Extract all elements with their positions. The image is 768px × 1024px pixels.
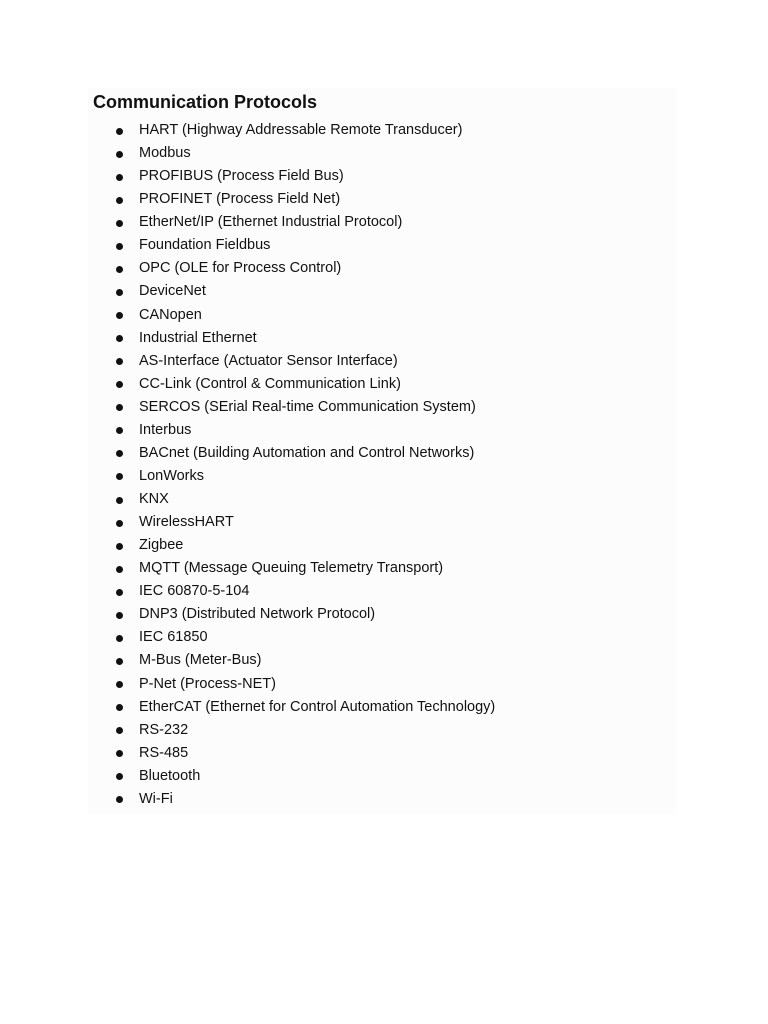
bullet-icon	[116, 404, 123, 411]
bullet-icon	[116, 727, 123, 734]
list-item-text: WirelessHART	[139, 514, 234, 531]
list-item-text: EtherCAT (Ethernet for Control Automation Technology)	[139, 698, 496, 715]
bullet-icon	[116, 266, 123, 273]
bullet-icon	[116, 197, 123, 204]
list-item-text: M-Bus (Meter-Bus)	[139, 652, 262, 669]
list-item-text: IEC 61850	[139, 629, 208, 646]
list-item-text: RS-232	[139, 721, 189, 738]
bullet-icon	[116, 750, 123, 757]
bullet-icon	[116, 174, 123, 181]
bullet-icon	[116, 381, 123, 388]
bullet-icon	[116, 704, 123, 711]
bullet-icon	[116, 658, 123, 665]
bullet-icon	[116, 681, 123, 688]
list-item-text: P-Net (Process-NET)	[139, 675, 276, 692]
list-item-text: Bluetooth	[139, 767, 201, 784]
bullet-icon	[116, 289, 123, 296]
list-item-text: PROFIBUS (Process Field Bus)	[139, 168, 344, 185]
list-item-text: SERCOS (SErial Real-time Communication System)	[139, 398, 476, 415]
bullet-icon	[116, 335, 123, 342]
list-item-text: LonWorks	[139, 467, 205, 484]
list-item-text: MQTT (Message Queuing Telemetry Transport)	[139, 560, 444, 577]
bullet-icon	[116, 151, 123, 158]
bullet-icon	[116, 473, 123, 480]
list-item-text: AS-Interface (Actuator Sensor Interface)	[139, 352, 398, 369]
bullet-icon	[116, 427, 123, 434]
list-item-text: BACnet (Building Automation and Control Networks)	[139, 444, 475, 461]
list-item-text: Industrial Ethernet	[139, 329, 257, 346]
bullet-icon	[116, 358, 123, 365]
bullet-icon	[116, 612, 123, 619]
bullet-icon	[116, 220, 123, 227]
list-item-text: EtherNet/IP (Ethernet Industrial Protocol)	[139, 214, 403, 231]
bullet-icon	[116, 128, 123, 135]
list-item-text: OPC (OLE for Process Control)	[139, 260, 342, 277]
list-item-text: Modbus	[139, 145, 191, 162]
bullet-icon	[116, 450, 123, 457]
list-item-text: Wi-Fi	[139, 790, 173, 807]
bullet-icon	[116, 543, 123, 550]
list-item-text: Interbus	[139, 421, 192, 438]
list-item-text: PROFINET (Process Field Net)	[139, 191, 341, 208]
bullet-icon	[116, 520, 123, 527]
bullet-icon	[116, 773, 123, 780]
list-item-text: DeviceNet	[139, 283, 206, 300]
list-item-text: DNP3 (Distributed Network Protocol)	[139, 606, 376, 623]
list-item-text: KNX	[139, 491, 169, 507]
list-item-text: CC-Link (Control & Communication Link)	[139, 375, 401, 392]
list-item-text: Zigbee	[139, 537, 184, 554]
document-content	[88, 88, 676, 814]
bullet-icon	[116, 589, 123, 596]
list-item-text: RS-485	[139, 744, 189, 761]
list-item-text: HART (Highway Addressable Remote Transducer)	[139, 122, 463, 138]
bullet-icon	[116, 796, 123, 803]
document-title: Communication Protocols	[93, 92, 318, 112]
bullet-icon	[116, 243, 123, 250]
bullet-icon	[116, 497, 123, 504]
list-item-text: IEC 60870-5-104	[139, 583, 250, 600]
bullet-icon	[116, 635, 123, 642]
bullet-icon	[116, 312, 123, 319]
list-item-text: Foundation Fieldbus	[139, 237, 271, 254]
bullet-icon	[116, 566, 123, 573]
list-item-text: CANopen	[139, 306, 202, 323]
